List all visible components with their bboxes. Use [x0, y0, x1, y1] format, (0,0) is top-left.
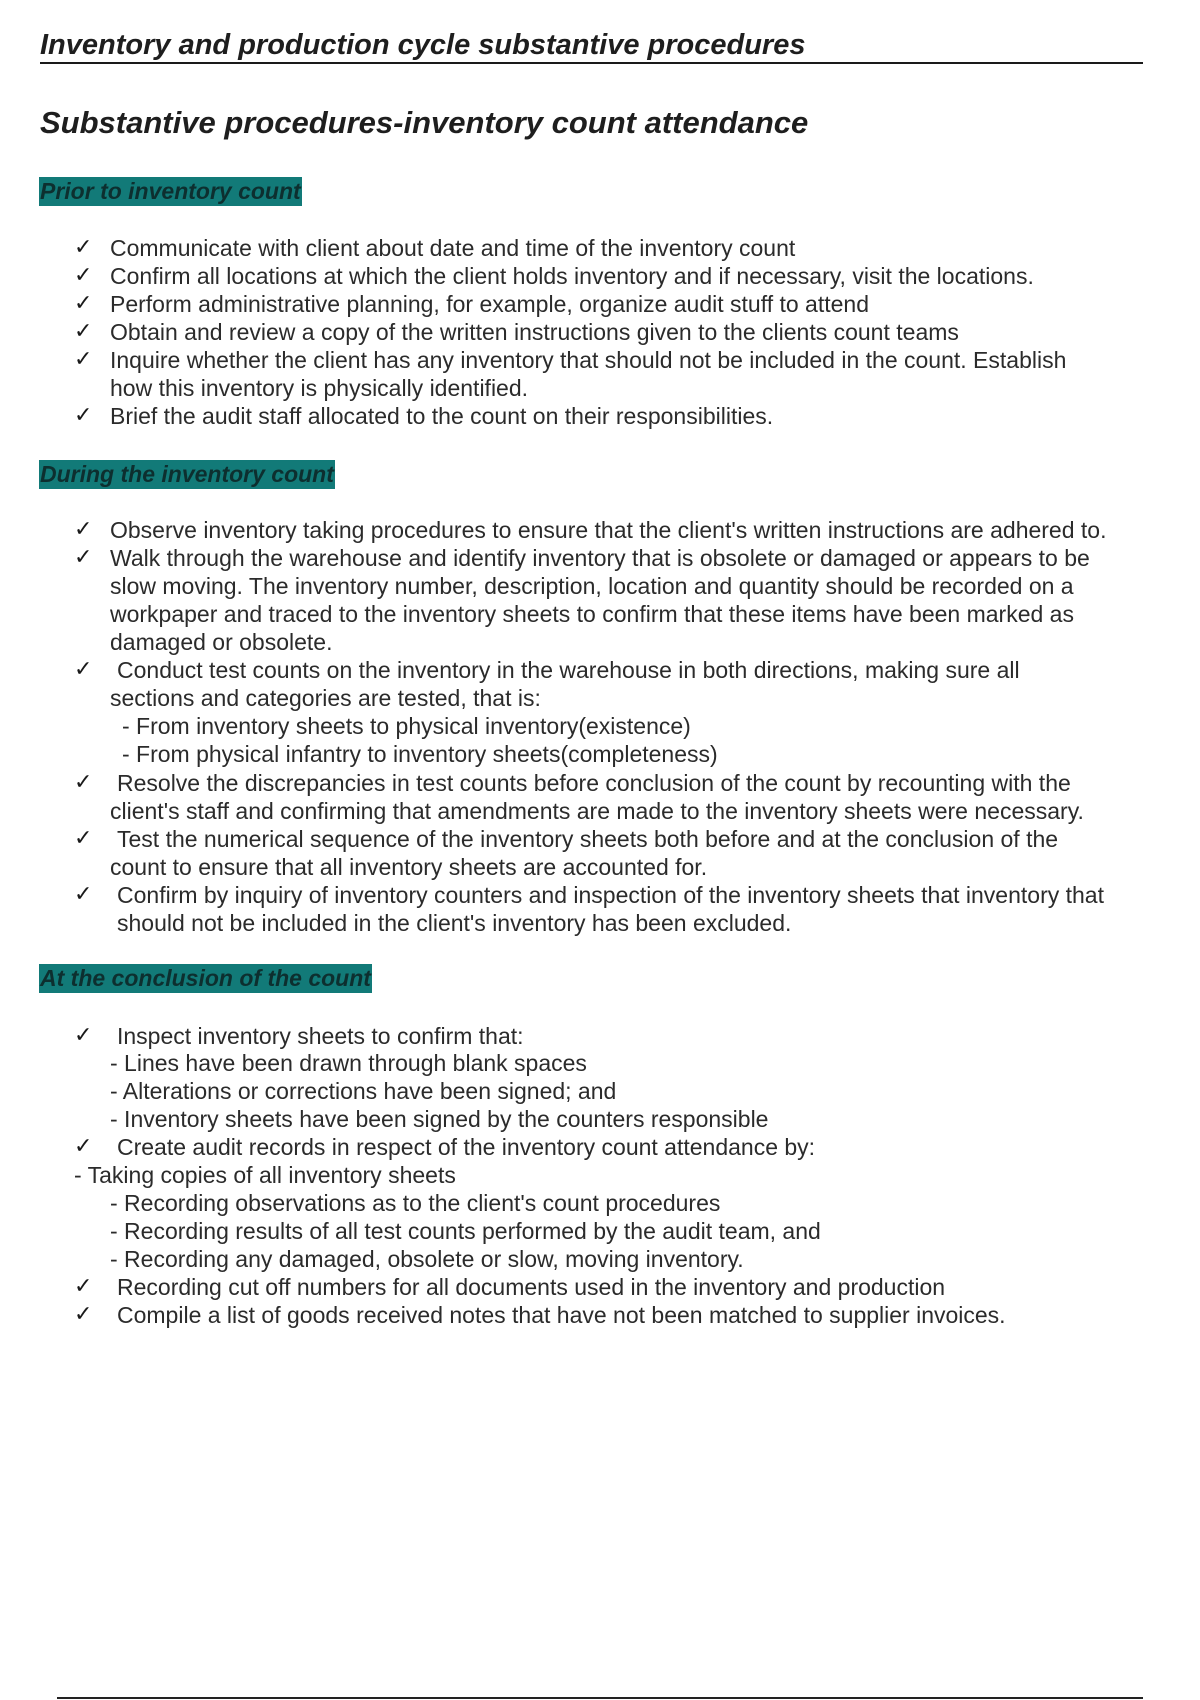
checkmark-icon: ✓ [74, 1301, 93, 1326]
list-item: Resolve the discrepancies in test counts before conclusion of the count by recounting with the [117, 770, 1071, 796]
sub-item: - Recording observations as to the client's count procedures [110, 1190, 721, 1216]
checkmark-icon: ✓ [74, 516, 93, 541]
sub-item: - Recording any damaged, obsolete or slow, moving inventory. [110, 1246, 744, 1272]
list-item: Recording cut off numbers for all documents used in the inventory and production [117, 1274, 946, 1300]
sub-item: - Alterations or corrections have been signed; and [110, 1078, 617, 1104]
section-heading-during: During the inventory count [40, 461, 334, 487]
sub-item: - Recording results of all test counts performed by the audit team, and [110, 1218, 821, 1244]
sub-item: - From physical infantry to inventory sheets(completeness) [122, 741, 718, 767]
list-item: Communicate with client about date and time of the inventory count [110, 235, 796, 261]
list-item: Inquire whether the client has any inventory that should not be included in the count. Establish [110, 347, 1067, 373]
list-item: Perform administrative planning, for example, organize audit stuff to attend [110, 291, 869, 317]
list-item-continuation: sections and categories are tested, that is: [110, 685, 541, 711]
checkmark-icon: ✓ [74, 262, 93, 287]
list-item-continuation: client's staff and confirming that amendments are made to the inventory sheets were necessary. [110, 798, 1084, 824]
checkmark-icon: ✓ [74, 1273, 93, 1298]
footer-divider [57, 1697, 1143, 1699]
list-item: Walk through the warehouse and identify inventory that is obsolete or damaged or appears to be [110, 545, 1090, 571]
list-item: Observe inventory taking procedures to ensure that the client's written instructions are adhered to. [110, 517, 1107, 543]
checkmark-icon: ✓ [74, 290, 93, 315]
list-item: Inspect inventory sheets to confirm that: [117, 1023, 524, 1049]
list-item: Create audit records in respect of the inventory count attendance by: [117, 1134, 816, 1160]
section-heading-conclusion: At the conclusion of the count [40, 965, 371, 991]
document-subtitle: Substantive procedures-inventory count attendance [40, 105, 809, 140]
sub-item: - Lines have been drawn through blank spaces [110, 1050, 587, 1076]
checkmark-icon: ✓ [74, 544, 93, 569]
checkmark-icon: ✓ [74, 881, 93, 906]
list-item: Test the numerical sequence of the inventory sheets both before and at the conclusion of the [117, 826, 1059, 852]
list-item-continuation: workpaper and traced to the inventory sheets to confirm that these items have been marked as [110, 601, 1074, 627]
document-title: Inventory and production cycle substantive procedures [40, 28, 1143, 64]
list-item: Confirm by inquiry of inventory counters and inspection of the inventory sheets that inventory that [117, 882, 1104, 908]
list-item-continuation: slow moving. The inventory number, description, location and quantity should be recorded on a [110, 573, 1074, 599]
list-item-continuation: should not be included in the client's inventory has been excluded. [117, 910, 792, 936]
section-heading-prior: Prior to inventory count [40, 178, 301, 204]
sub-item: - From inventory sheets to physical inventory(existence) [122, 713, 691, 739]
checkmark-icon: ✓ [74, 656, 93, 681]
list-item-continuation: how this inventory is physically identified. [110, 375, 529, 401]
list-item: Brief the audit staff allocated to the count on their responsibilities. [110, 403, 774, 429]
list-item: Conduct test counts on the inventory in the warehouse in both directions, making sure all [117, 657, 1020, 683]
list-item: Compile a list of goods received notes that have not been matched to supplier invoices. [117, 1302, 1006, 1328]
sub-item: - Inventory sheets have been signed by the counters responsible [110, 1106, 769, 1132]
checkmark-icon: ✓ [74, 234, 93, 259]
checkmark-icon: ✓ [74, 1133, 93, 1158]
checkmark-icon: ✓ [74, 825, 93, 850]
checkmark-icon: ✓ [74, 1022, 93, 1047]
checkmark-icon: ✓ [74, 346, 93, 371]
list-item-continuation: damaged or obsolete. [110, 629, 333, 655]
sub-item: - Taking copies of all inventory sheets [74, 1162, 456, 1188]
list-item-continuation: count to ensure that all inventory sheets are accounted for. [110, 854, 708, 880]
checkmark-icon: ✓ [74, 318, 93, 343]
checkmark-icon: ✓ [74, 402, 93, 427]
list-item: Confirm all locations at which the client holds inventory and if necessary, visit the locations. [110, 263, 1034, 289]
list-item: Obtain and review a copy of the written instructions given to the clients count teams [110, 319, 959, 345]
checkmark-icon: ✓ [74, 769, 93, 794]
